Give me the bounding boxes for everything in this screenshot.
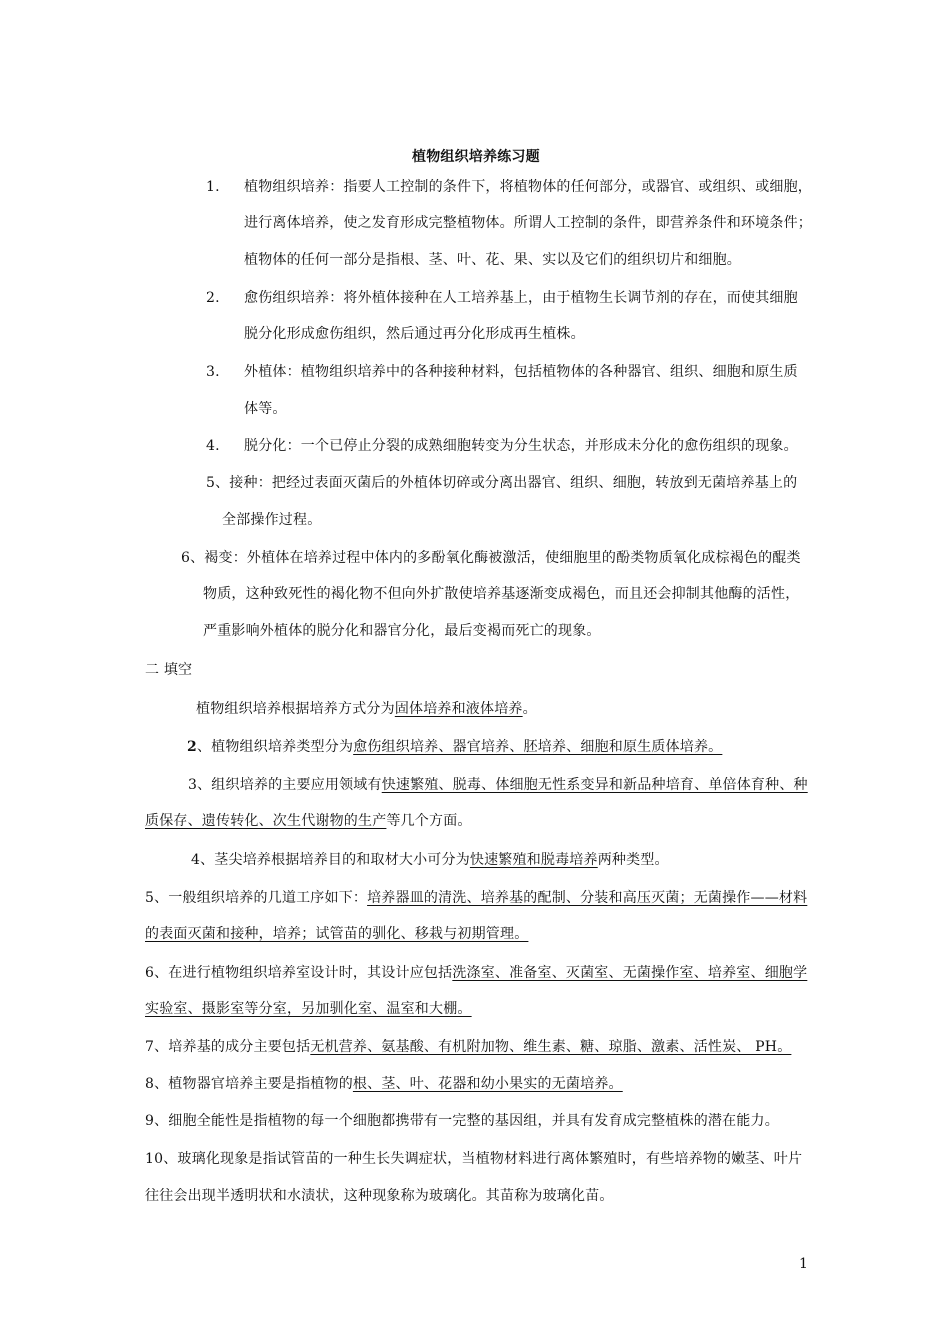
definition-number: 4. <box>206 438 220 454</box>
definition-2-line-1: 2. 愈伤组织培养：将外植体接种在人工培养基上，由于植物生长调节剂的存在，而使其细胞 <box>206 290 798 306</box>
answer: 根、茎、叶、花器和幼小果实的无菌培养。 <box>352 1076 623 1092</box>
definition-4-line-1: 4. 脱分化：一个已停止分裂的成熟细胞转变为分生状态，并形成未分化的愈伤组织的现象。 <box>206 438 798 454</box>
definition-1-line-1: 1. 植物组织培养：指要人工控制的条件下，将植物体的任何部分，或器官、或组织、或细胞， <box>206 179 812 195</box>
answer: 无机营养、氨基酸、有机附加物、维生素、糖、琼脂、激素、活性炭、 PH。 <box>310 1039 792 1055</box>
fill-question-2: 2、植物组织培养类型分为愈伤组织培养、器官培养、胚培养、细胞和原生质体培养。 <box>187 739 723 755</box>
fill-question-4: 4、茎尖培养根据培养目的和取材大小可分为快速繁殖和脱毒培养两种类型。 <box>191 852 669 868</box>
definition-number: 3. <box>206 364 220 380</box>
definition-5-line-1: 5、接种：把经过表面灭菌后的外植体切碎或分离出器官、组织、细胞，转放到无菌培养基上的 <box>206 475 798 491</box>
fill-question-1: 植物组织培养根据培养方式分为固体培养和液体培养。 <box>196 701 537 717</box>
fill-question-10-line-2: 往往会出现半透明状和水渍状，这种现象称为玻璃化。其苗称为玻璃化苗。 <box>145 1188 614 1204</box>
section-heading: 二 填空 <box>145 662 193 678</box>
answer: 洗涤室、准备室、灭菌室、无菌操作室、培养室、细胞学 <box>452 965 808 981</box>
fill-question-5-line-2 <box>145 924 528 944</box>
fill-question-10-line-1: 10、玻璃化现象是指试管苗的一种生长失调症状，当植物材料进行离体繁殖时，有些培养物的嫩茎、叶片 <box>145 1151 803 1167</box>
fill-question-8: 8、植物器官培养主要是指植物的根、茎、叶、花器和幼小果实的无菌培养。 <box>145 1076 623 1092</box>
fill-question-6-line-1: 6、在进行植物组织培养室设计时，其设计应包括洗涤室、准备室、灭菌室、无菌操作室、培养室、细胞学 <box>145 965 808 981</box>
answer: 质保存、遗传转化、次生代谢物的生产 <box>145 813 387 829</box>
fill-question-9: 9、细胞全能性是指植物的每一个细胞都携带有一完整的基因组，并具有发育成完整植株的潜在能力。 <box>145 1113 779 1129</box>
definition-1-line-3: 植物体的任何一部分是指根、茎、叶、花、果、实以及它们的组织切片和细胞。 <box>244 252 741 268</box>
answer: 快速繁殖和脱毒培养 <box>469 852 598 868</box>
answer: 实验室、摄影室等分室，另加驯化室、温室和大棚。 <box>145 1001 472 1017</box>
definition-3-line-2: 体等。 <box>244 401 287 417</box>
definition-1-line-2: 进行离体培养，使之发育形成完整植物体。所谓人工控制的条件，即营养条件和环境条件； <box>244 215 812 231</box>
answer: 愈伤组织培养、器官培养、胚培养、细胞和原生质体培养。 <box>353 739 723 755</box>
definition-6-line-2: 物质，这种致死性的褐化物不但向外扩散使培养基逐渐变成褐色，而且还会抑制其他酶的活性， <box>203 586 800 602</box>
fill-question-6-line-2 <box>145 999 472 1019</box>
fill-question-7: 7、培养基的成分主要包括无机营养、氨基酸、有机附加物、维生素、糖、琼脂、激素、活性炭、 PH。 <box>145 1039 792 1055</box>
page-title: 植物组织培养练习题 <box>412 149 540 165</box>
definition-number: 1. <box>206 179 220 195</box>
definition-5-line-2: 全部操作过程。 <box>222 512 322 528</box>
definition-number: 2. <box>206 290 220 306</box>
answer: 快速繁殖、脱毒、体细胞无性系变异和新品种培育、单倍体育种、种 <box>381 777 808 793</box>
page-number: 1 <box>799 1256 809 1272</box>
fill-question-3-line-1: 3、组织培养的主要应用领域有快速繁殖、脱毒、体细胞无性系变异和新品种培育、单倍体育种、种 <box>188 777 808 793</box>
definition-6-line-1: 6、褐变：外植体在培养过程中体内的多酚氧化酶被激活，使细胞里的酚类物质氧化成棕褐色的醌类 <box>181 550 801 566</box>
answer: 的表面灭菌和接种，培养；试管苗的驯化、移栽与初期管理。 <box>145 926 529 942</box>
answer: 培养器皿的清洗、培养基的配制、分装和高压灭菌；无菌操作——材料 <box>367 890 808 906</box>
fill-question-5-line-1: 5、一般组织培养的几道工序如下：培养器皿的清洗、培养基的配制、分装和高压灭菌；无菌操作——材料 <box>145 890 808 906</box>
definition-3-line-1: 3. 外植体：植物组织培养中的各种接种材料，包括植物体的各种器官、组织、细胞和原生质 <box>206 364 798 380</box>
definition-2-line-2: 脱分化形成愈伤组织，然后通过再分化形成再生植株。 <box>244 326 585 342</box>
answer: 固体培养和液体培养 <box>394 701 523 717</box>
definition-6-line-3: 严重影响外植体的脱分化和器官分化，最后变褐而死亡的现象。 <box>203 623 601 639</box>
fill-question-3-line-2: 质保存、遗传转化、次生代谢物的生产等几个方面。 <box>145 813 472 829</box>
